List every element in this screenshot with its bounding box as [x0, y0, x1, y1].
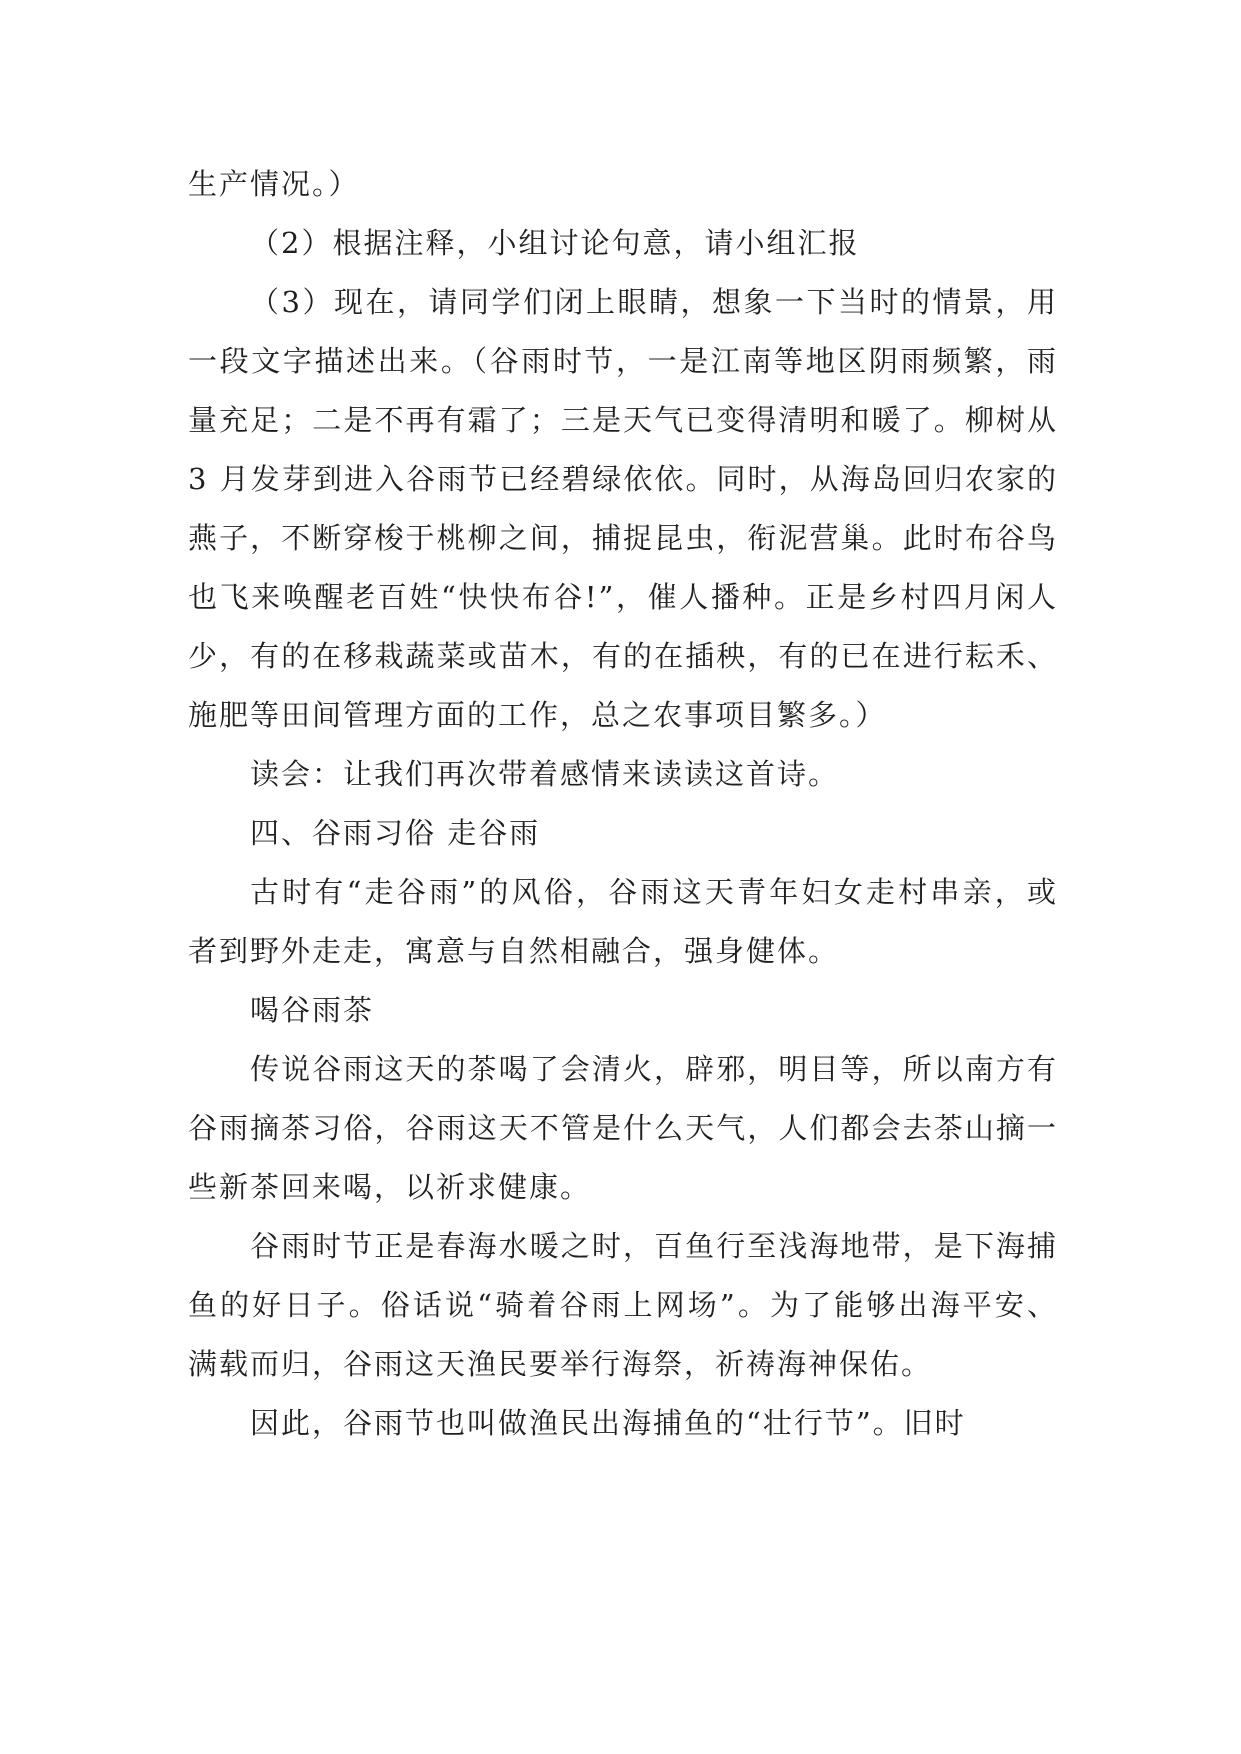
- paragraph: 读会：让我们再次带着感情来读读这首诗。: [250, 757, 840, 791]
- subheading: 喝谷雨茶: [250, 993, 375, 1027]
- paragraph: （3）现在，请同学们闭上眼睛，想象一下当时的情景，用一段文字描述出来。（谷雨时节，一是江南等地区阴雨频繁，雨量充足；二是不再有霜了；三是天气已变得清明和暖了。柳树从 3 月发芽到进入谷雨节已经碧绿依依。同时，从海岛回归农家的燕子，不断穿梭于桃柳之间，捕捉昆虫，衔泥营巢。此时布谷鸟也飞来唤醒老百姓“快快布谷!”，催人播种。正是乡村四月闲人少，有的在移栽蔬菜或苗木，有的在插秧，有的已在进行耘禾、施肥等田间管理方面的工作，总之农事项目繁多。）: [188, 285, 1058, 732]
- section-heading: 四、谷雨习俗 走谷雨: [250, 816, 541, 850]
- document-body: [188, 155, 1058, 1453]
- paragraph: 传说谷雨这天的茶喝了会清火，辟邪，明目等，所以南方有谷雨摘茶习俗，谷雨这天不管是什么天气，人们都会去茶山摘一些新茶回来喝，以祈求健康。: [188, 1052, 1058, 1204]
- paragraph: 古时有“走谷雨”的风俗，谷雨这天青年妇女走村串亲，或者到野外走走，寓意与自然相融合，强身健体。: [188, 875, 1058, 968]
- paragraph: 谷雨时节正是春海水暖之时，百鱼行至浅海地带，是下海捕鱼的好日子。俗话说“骑着谷雨上网场”。为了能够出海平安、满载而归，谷雨这天渔民要举行海祭，祈祷海神保佑。: [188, 1229, 1058, 1381]
- paragraph: （2）根据注释，小组讨论句意，请小组汇报: [250, 226, 860, 260]
- paragraph: 因此，谷雨节也叫做渔民出海捕鱼的“壮行节”。旧时: [250, 1406, 966, 1440]
- paragraph: 生产情况。）: [188, 167, 360, 201]
